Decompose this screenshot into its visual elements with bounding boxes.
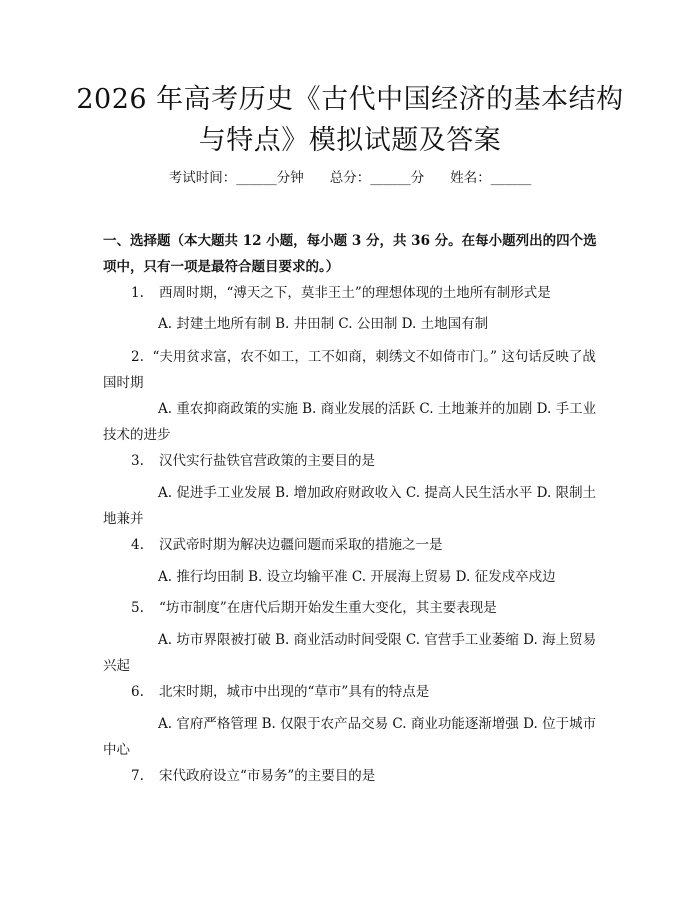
page-title-line-2: 与特点》模拟试题及答案 [198,125,502,156]
question-number: 4. [131,537,144,553]
question-1 [131,280,611,306]
question-2-options: A. 重农抑商政策的实施 B. 商业发展的活跃 C. 土地兼并的加剧 D. 手工业技术的进步 [103,401,597,443]
question-number: 6. [131,684,144,700]
exam-time-field: 考试时间：______分钟 [168,170,304,186]
question-4 [131,532,611,558]
question-text: “夫用贫求富，农不如工，工不如商，刺绣文不如倚市门。” 这句话反映了战国时期 [103,349,596,391]
question-5 [131,595,611,621]
exam-meta-line [0,168,700,188]
question-text: 宋代政府设立“市易务”的主要目的是 [159,768,376,784]
question-6 [131,679,611,705]
question-number: 7. [131,768,144,784]
name-field: 姓名：______ [450,170,532,186]
question-5-options: A. 坊市界限被打破 B. 商业活动时间受限 C. 官营手工业萎缩 D. 海上贸易兴起 [103,632,597,674]
question-number: 5. [131,600,144,616]
question-text: 汉代实行盐铁官营政策的主要目的是 [159,453,375,469]
question-4-options: A. 推行均田制 B. 设立均输平准 C. 开展海上贸易 D. 征发戍卒戍边 [158,569,556,585]
question-text: 西周时期，“溥天之下，莫非王土”的理想体现的土地所有制形式是 [159,285,551,301]
question-text: “坊市制度”在唐代后期开始发生重大变化，其主要表现是 [159,600,497,616]
section-heading: 一、选择题（本大题共 12 小题，每小题 3 分，共 36 分。在每小题列出的四个选项中，只有一项是最符合题目要求的。） [103,233,597,275]
page-title-line-1: 2026 年高考历史《古代中国经济的基本结构 [76,84,624,115]
question-7 [131,763,611,789]
total-score-field: 总分：______分 [329,170,425,186]
question-number: 3. [131,453,144,469]
question-number: 2. [131,349,144,365]
question-number: 1. [131,285,144,301]
question-3 [131,448,611,474]
question-3-options: A. 促进手工业发展 B. 增加政府财政收入 C. 提高人民生活水平 D. 限制土地兼并 [103,485,597,527]
question-text: 北宋时期，城市中出现的“草市”具有的特点是 [159,684,430,700]
question-1-options: A. 封建土地所有制 B. 井田制 C. 公田制 D. 土地国有制 [158,316,489,332]
question-text: 汉武帝时期为解决边疆问题而采取的措施之一是 [159,537,443,553]
question-2 [103,344,603,396]
question-6-options: A. 官府严格管理 B. 仅限于农产品交易 C. 商业功能逐渐增强 D. 位于城市中心 [103,716,597,758]
